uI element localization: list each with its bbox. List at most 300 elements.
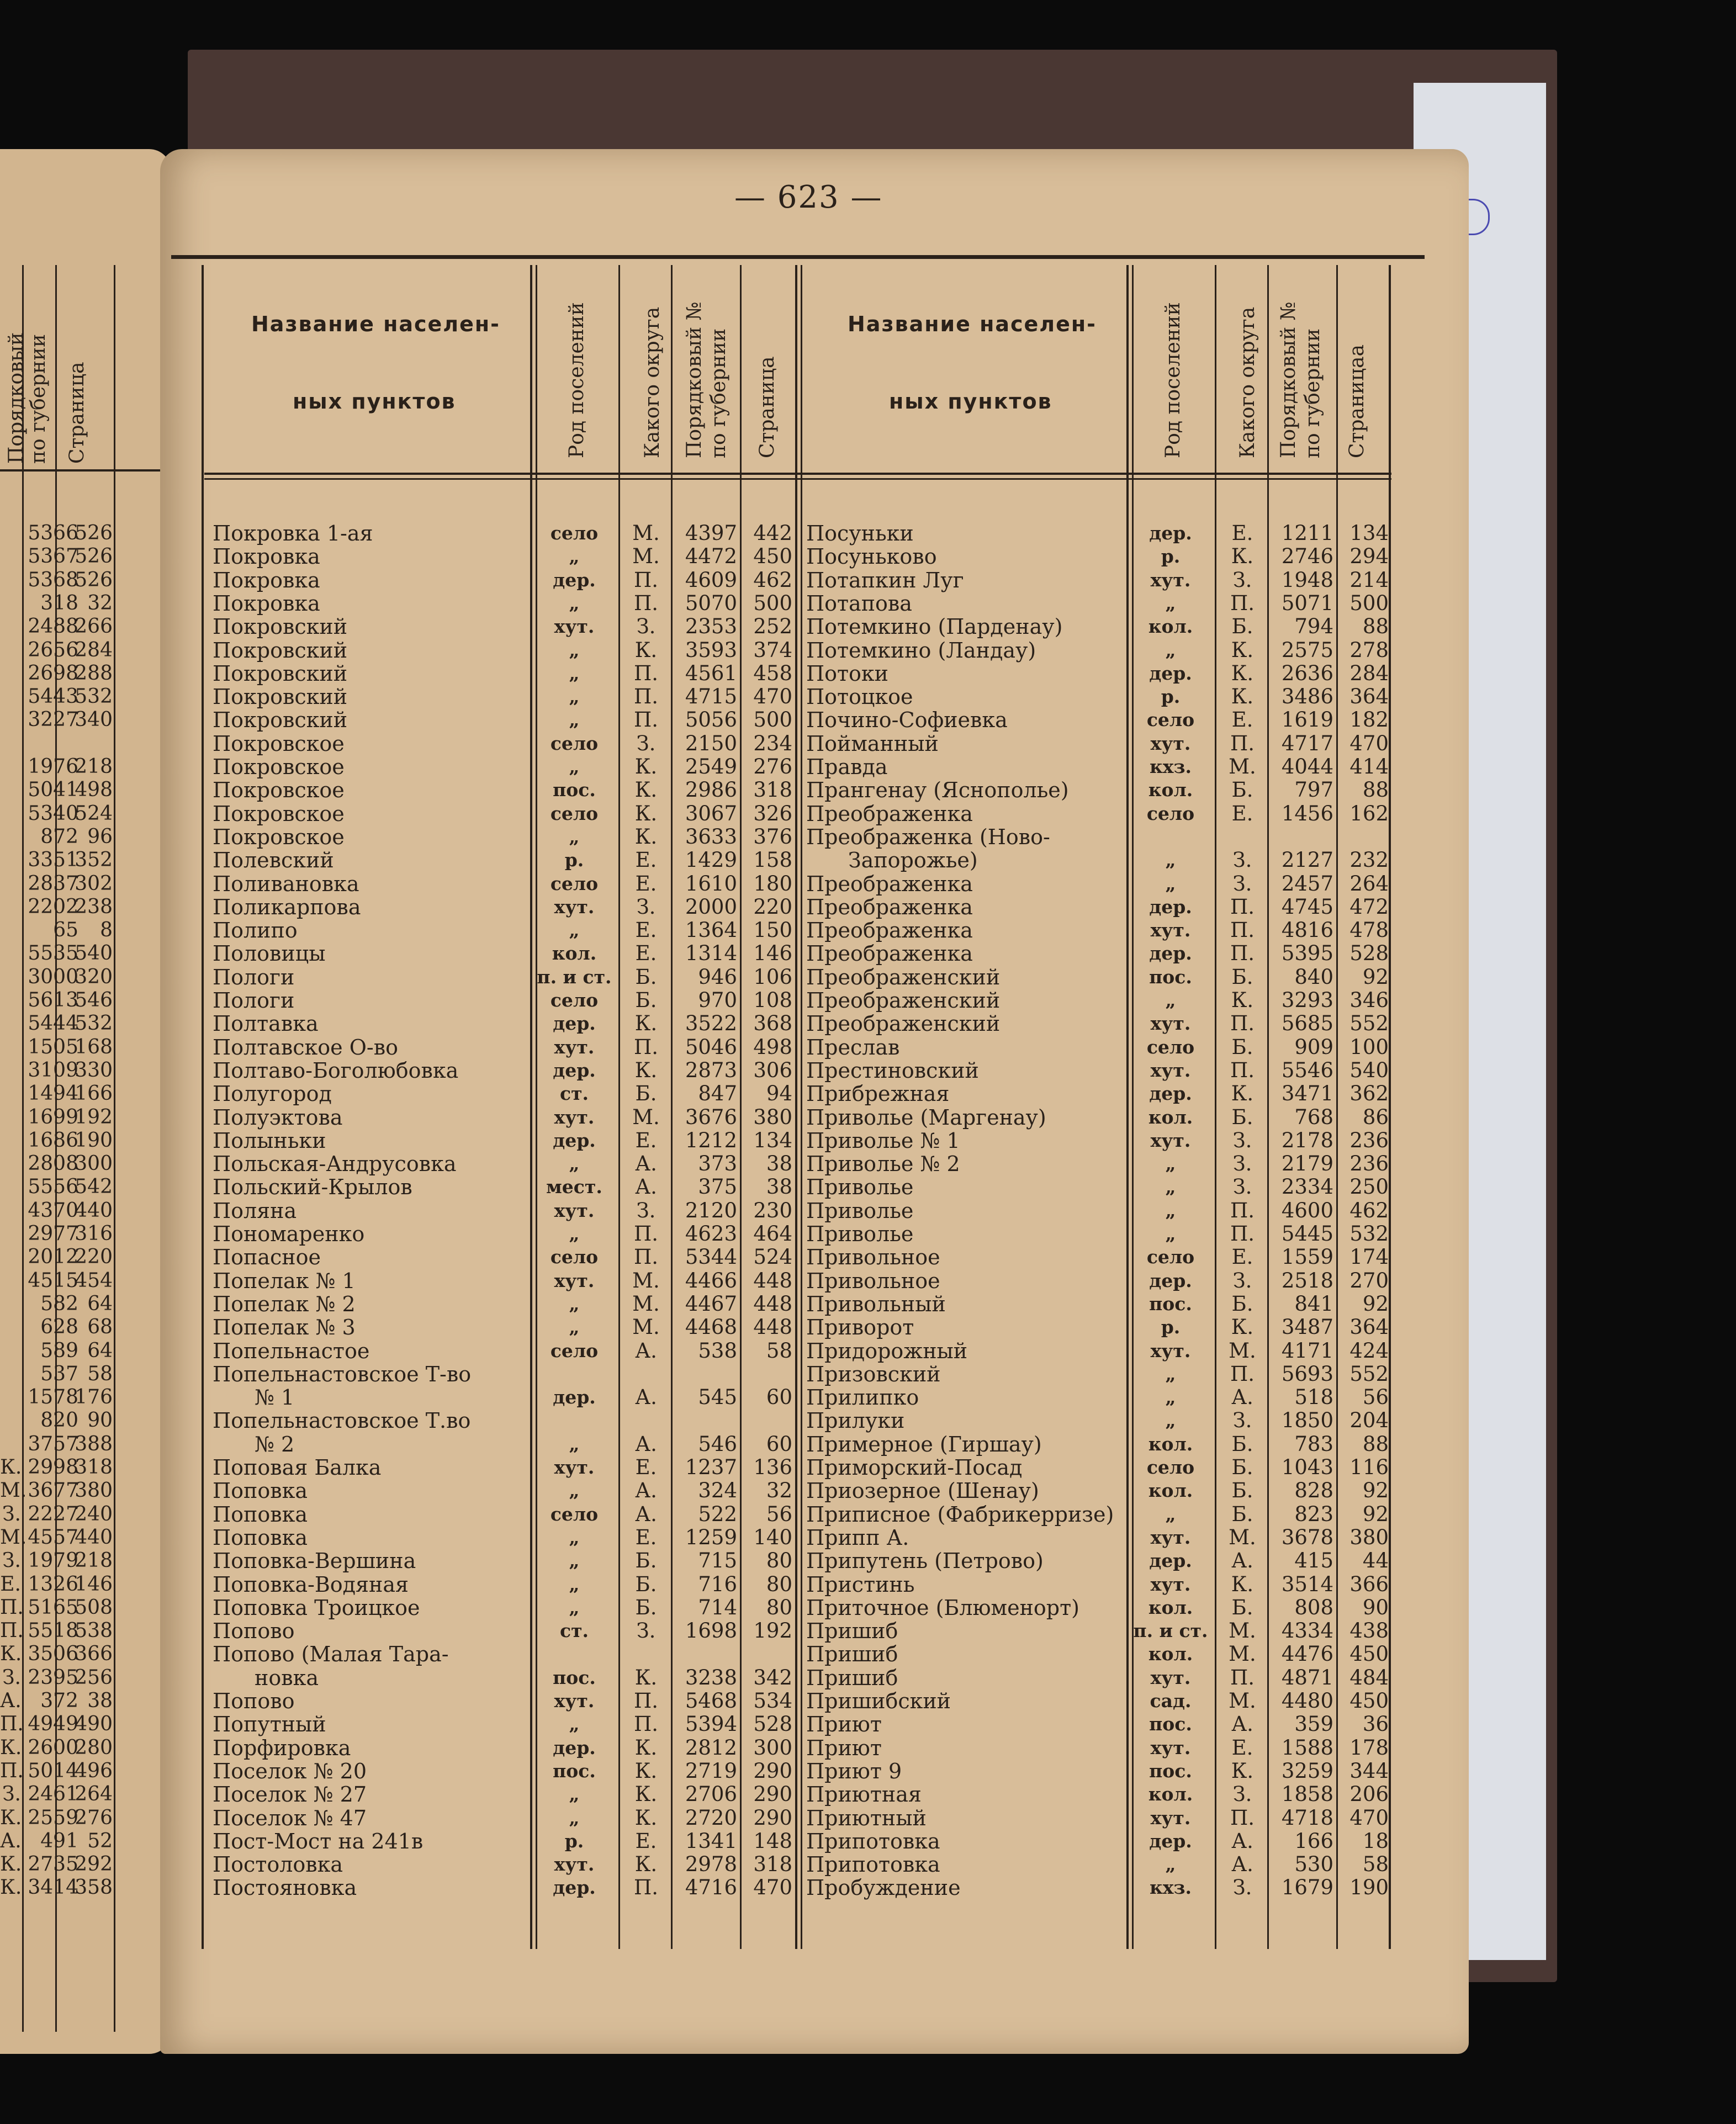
settlement-type: ст. bbox=[559, 1083, 589, 1105]
page-ref: 134 bbox=[753, 1128, 792, 1152]
order-number: 3293 bbox=[1281, 988, 1333, 1012]
district: П. bbox=[1230, 1058, 1255, 1082]
order-number: 716 bbox=[698, 1572, 737, 1596]
district: К. bbox=[1231, 1572, 1254, 1596]
page-ref: 300 bbox=[75, 1152, 113, 1175]
order-number: 2978 bbox=[685, 1852, 737, 1877]
district: М. bbox=[0, 1526, 27, 1549]
page-ref: 56 bbox=[766, 1502, 792, 1526]
place-name: Запорожье) bbox=[806, 848, 978, 873]
page-ref: 498 bbox=[753, 1035, 792, 1059]
order-number: 2518 bbox=[1281, 1268, 1333, 1293]
order-number: 3678 bbox=[1281, 1525, 1333, 1549]
district: З. bbox=[1232, 1175, 1252, 1199]
settlement-type: „ bbox=[569, 1713, 580, 1735]
settlement-type: „ bbox=[569, 592, 580, 614]
order-number: 1559 bbox=[1281, 1245, 1333, 1269]
place-name: Поселок № 27 bbox=[213, 1782, 367, 1807]
order-number: 5443 bbox=[28, 685, 78, 708]
page-ref: 326 bbox=[753, 801, 792, 825]
page-ref: 470 bbox=[753, 1876, 792, 1900]
district: З. bbox=[1232, 1876, 1252, 1900]
district: П. bbox=[1230, 1198, 1255, 1222]
district: Б. bbox=[1231, 778, 1253, 802]
place-name: Порфировка bbox=[213, 1735, 351, 1760]
settlement-type: кол. bbox=[1148, 1643, 1193, 1665]
order-number: 872 bbox=[40, 825, 78, 848]
place-name: Преображенка bbox=[806, 801, 973, 826]
place-name: Пробуждение bbox=[806, 1876, 961, 1900]
district: А. bbox=[1231, 1385, 1253, 1410]
order-number: 5468 bbox=[685, 1689, 737, 1713]
place-name: Попово bbox=[213, 1689, 295, 1713]
table-row bbox=[0, 1059, 1736, 1082]
order-number: 3471 bbox=[1281, 1082, 1333, 1106]
order-number: 794 bbox=[1294, 615, 1333, 639]
place-name: Припотовка bbox=[806, 1829, 940, 1853]
order-number: 1679 bbox=[1281, 1876, 1333, 1900]
page-ref: 306 bbox=[753, 1058, 792, 1082]
place-name: Половицы bbox=[213, 941, 326, 966]
order-number: 628 bbox=[40, 1316, 78, 1339]
district: Е. bbox=[635, 871, 657, 896]
settlement-type: „ bbox=[569, 686, 580, 708]
page-ref: 264 bbox=[75, 1783, 113, 1806]
order-number: 3677 bbox=[28, 1479, 78, 1502]
settlement-type: „ bbox=[569, 1596, 580, 1618]
district: К. bbox=[634, 1665, 658, 1689]
place-name: Привольное bbox=[806, 1245, 940, 1270]
district: Б. bbox=[635, 1082, 657, 1106]
settlement-type: кхз. bbox=[1149, 756, 1192, 777]
page-ref: 500 bbox=[753, 708, 792, 732]
order-number: 359 bbox=[1294, 1712, 1333, 1736]
page-ref: 374 bbox=[753, 638, 792, 662]
settlement-type: „ bbox=[1165, 1410, 1176, 1432]
order-number: 5344 bbox=[685, 1245, 737, 1269]
district: К. bbox=[0, 1876, 22, 1899]
header-order-line2-right: по губернии bbox=[1301, 328, 1324, 458]
order-number: 5535 bbox=[28, 942, 78, 965]
settlement-type: кол. bbox=[1148, 1433, 1193, 1455]
table-row bbox=[0, 1409, 1736, 1432]
settlement-type: дер. bbox=[553, 1013, 596, 1035]
order-number: 1341 bbox=[685, 1829, 737, 1853]
page-ref: 136 bbox=[753, 1455, 792, 1479]
page-ref: 462 bbox=[753, 568, 792, 592]
page-ref: 496 bbox=[75, 1759, 113, 1782]
place-name: Пришибский bbox=[806, 1689, 951, 1713]
page-ref: 380 bbox=[1349, 1525, 1389, 1549]
district: З. bbox=[2, 1783, 21, 1806]
district: К. bbox=[1231, 544, 1254, 569]
order-number: 1699 bbox=[28, 1105, 78, 1129]
district: К. bbox=[634, 1782, 658, 1807]
page-ref: 32 bbox=[766, 1479, 792, 1503]
page-ref: 364 bbox=[1349, 1315, 1389, 1339]
order-number: 2150 bbox=[685, 731, 737, 755]
order-number: 840 bbox=[1294, 965, 1333, 989]
district: З. bbox=[636, 615, 656, 639]
settlement-type: „ bbox=[1165, 1853, 1176, 1876]
settlement-type: „ bbox=[569, 756, 580, 777]
table-row bbox=[0, 1479, 1736, 1502]
page-ref: 316 bbox=[75, 1222, 113, 1245]
settlement-type: „ bbox=[569, 1433, 580, 1455]
table-row bbox=[0, 896, 1736, 919]
table-row bbox=[0, 1736, 1736, 1760]
district: П. bbox=[633, 591, 659, 615]
place-name: Польская-Андрусовка bbox=[213, 1152, 457, 1177]
page-ref: 266 bbox=[75, 615, 113, 638]
place-name: Преслав bbox=[806, 1035, 900, 1060]
place-name: Поповка-Водяная bbox=[213, 1572, 409, 1597]
order-number: 375 bbox=[698, 1175, 737, 1199]
page-ref: 498 bbox=[75, 778, 113, 802]
page-ref: 206 bbox=[1349, 1782, 1389, 1807]
settlement-type: дер. bbox=[1149, 1269, 1192, 1291]
place-name: Поляна bbox=[213, 1198, 297, 1223]
settlement-type: хут. bbox=[1150, 1573, 1191, 1595]
settlement-type: „ bbox=[569, 545, 580, 568]
district: З. bbox=[636, 1619, 656, 1643]
order-number: 1212 bbox=[685, 1128, 737, 1152]
place-name: Пришиб bbox=[806, 1642, 898, 1667]
order-number: 2812 bbox=[685, 1735, 737, 1760]
settlement-type: мест. bbox=[546, 1176, 602, 1198]
district: Е. bbox=[1231, 1735, 1253, 1760]
order-number: 783 bbox=[1294, 1432, 1333, 1456]
district: З. bbox=[636, 731, 656, 755]
page-ref: 80 bbox=[766, 1549, 792, 1573]
page-ref: 290 bbox=[753, 1782, 792, 1807]
district: К. bbox=[634, 824, 658, 849]
page-ref: 528 bbox=[753, 1712, 792, 1736]
order-number: 2873 bbox=[685, 1058, 737, 1082]
settlement-type: пос. bbox=[1149, 966, 1192, 988]
settlement-type: „ bbox=[569, 1550, 580, 1572]
settlement-type: „ bbox=[569, 1526, 580, 1548]
place-name: Правда bbox=[806, 755, 888, 779]
page-ref: 300 bbox=[753, 1735, 792, 1760]
page-ref: 478 bbox=[1349, 918, 1389, 942]
page-ref: 552 bbox=[1349, 1011, 1389, 1036]
page-ref: 462 bbox=[1349, 1198, 1389, 1222]
order-number: 1686 bbox=[28, 1129, 78, 1152]
order-number: 4370 bbox=[28, 1199, 78, 1222]
district: Е. bbox=[1231, 1245, 1253, 1269]
order-number: 2488 bbox=[28, 615, 78, 638]
place-name: Пост-Мост на 241в bbox=[213, 1829, 424, 1853]
place-name: Поливановка bbox=[213, 871, 359, 896]
table-row bbox=[0, 802, 1736, 825]
settlement-type: „ bbox=[569, 639, 580, 661]
district: А. bbox=[635, 1338, 657, 1363]
settlement-type: „ bbox=[569, 1316, 580, 1338]
district: З. bbox=[1232, 1782, 1252, 1807]
place-name: Преображенский bbox=[806, 1011, 1001, 1036]
district: А. bbox=[635, 1152, 657, 1176]
table-row bbox=[0, 1106, 1736, 1129]
district: П. bbox=[633, 708, 659, 732]
order-number: 1619 bbox=[1281, 708, 1333, 732]
place-name: Полтавка bbox=[213, 1011, 319, 1036]
header-page-right: Страницаа bbox=[1346, 344, 1368, 458]
order-number: 3486 bbox=[1281, 685, 1333, 709]
table-row bbox=[0, 1129, 1736, 1152]
order-number: 5070 bbox=[685, 591, 737, 615]
order-number: 2178 bbox=[1281, 1128, 1333, 1152]
table-row bbox=[0, 1199, 1736, 1222]
table-row bbox=[0, 849, 1736, 872]
place-name: Пришиб bbox=[806, 1665, 898, 1690]
order-number: 4044 bbox=[1281, 755, 1333, 778]
page-ref: 140 bbox=[753, 1525, 792, 1549]
district: З. bbox=[2, 1502, 21, 1526]
page-ref: 290 bbox=[753, 1805, 792, 1830]
place-name: Потоки bbox=[806, 661, 888, 686]
settlement-type: хут. bbox=[554, 896, 595, 918]
settlement-type: дер. bbox=[553, 569, 596, 591]
table-row bbox=[0, 1549, 1736, 1572]
table-row bbox=[0, 942, 1736, 965]
page-ref: 368 bbox=[753, 1011, 792, 1036]
page-ref: 64 bbox=[87, 1292, 113, 1315]
settlement-type: село bbox=[1146, 1036, 1195, 1058]
header-type: Род поселений bbox=[565, 302, 588, 458]
table-row bbox=[0, 592, 1736, 615]
district: П. bbox=[0, 1619, 24, 1643]
district: К. bbox=[1231, 638, 1254, 662]
order-number: 2457 bbox=[1281, 871, 1333, 896]
district: Б. bbox=[1231, 1479, 1253, 1503]
order-number: 166 bbox=[1294, 1829, 1333, 1853]
order-number: 2000 bbox=[685, 894, 737, 919]
settlement-type: „ bbox=[1165, 1503, 1176, 1525]
page-ref: 342 bbox=[753, 1665, 792, 1689]
table-row bbox=[0, 1222, 1736, 1246]
order-number: 4609 bbox=[685, 568, 737, 592]
page-ref: 148 bbox=[753, 1829, 792, 1853]
place-name: Покровка bbox=[213, 568, 320, 592]
settlement-type: село bbox=[1146, 802, 1195, 824]
page-ref: 90 bbox=[87, 1409, 113, 1432]
table-row bbox=[0, 1596, 1736, 1619]
page-ref: 450 bbox=[753, 544, 792, 569]
page-ref: 230 bbox=[753, 1198, 792, 1222]
order-number: 3109 bbox=[28, 1058, 78, 1082]
district: З. bbox=[2, 1549, 21, 1572]
order-number: 2120 bbox=[685, 1198, 737, 1222]
district: З. bbox=[1232, 871, 1252, 896]
table-row bbox=[0, 522, 1736, 545]
district: П. bbox=[1230, 1011, 1255, 1036]
page-ref: 178 bbox=[1349, 1735, 1389, 1760]
order-number: 1578 bbox=[28, 1386, 78, 1409]
district: М. bbox=[1229, 1689, 1256, 1713]
order-number: 4466 bbox=[685, 1268, 737, 1293]
settlement-type: ст. bbox=[559, 1620, 589, 1642]
place-name: Покровское bbox=[213, 755, 345, 779]
order-number: 3757 bbox=[28, 1432, 78, 1455]
place-name: Постояновка bbox=[213, 1876, 357, 1900]
district: К. bbox=[634, 1011, 658, 1036]
order-number: 1979 bbox=[28, 1549, 78, 1572]
page-ref: 276 bbox=[75, 1806, 113, 1829]
page-ref: 64 bbox=[87, 1339, 113, 1362]
table-row bbox=[0, 708, 1736, 732]
order-number: 2746 bbox=[1281, 544, 1333, 569]
page-ref: 92 bbox=[1362, 1502, 1389, 1526]
table-row bbox=[0, 1853, 1736, 1876]
district: А. bbox=[0, 1829, 22, 1852]
page-ref: 190 bbox=[1349, 1876, 1389, 1900]
district: П. bbox=[0, 1713, 24, 1736]
district: З. bbox=[1232, 848, 1252, 872]
settlement-type: пос. bbox=[1149, 1713, 1192, 1735]
page-ref: 470 bbox=[753, 685, 792, 709]
place-name: Преображенка bbox=[806, 871, 973, 896]
place-name: Попельнастовское Т-во bbox=[213, 1362, 472, 1386]
order-number: 415 bbox=[1294, 1549, 1333, 1573]
page-ref: 458 bbox=[753, 661, 792, 685]
place-name: Полтаво-Боголюбовка bbox=[213, 1058, 459, 1083]
page-ref: 134 bbox=[1349, 521, 1389, 545]
page-ref: 294 bbox=[1349, 544, 1389, 569]
header-type-right: Род поселений bbox=[1162, 302, 1184, 458]
header-name-line1: Название населен- bbox=[251, 312, 500, 336]
table-row bbox=[0, 1713, 1736, 1736]
district: К. bbox=[0, 1456, 22, 1479]
district: К. bbox=[1231, 685, 1254, 709]
settlement-type: пос. bbox=[1149, 1293, 1192, 1315]
page-ref: 376 bbox=[753, 824, 792, 849]
order-number: 4745 bbox=[1281, 894, 1333, 919]
order-number: 5014 bbox=[28, 1759, 78, 1782]
place-name: Покровка bbox=[213, 591, 320, 616]
district: А. bbox=[635, 1432, 657, 1456]
page-ref: 540 bbox=[1349, 1058, 1389, 1082]
order-number: 2720 bbox=[685, 1805, 737, 1830]
place-name: Полугород bbox=[213, 1082, 332, 1106]
settlement-type: р. bbox=[1161, 686, 1181, 708]
settlement-type: „ bbox=[569, 919, 580, 941]
header-rule bbox=[171, 255, 1425, 259]
page-ref: 60 bbox=[766, 1385, 792, 1410]
district: Б. bbox=[1231, 965, 1253, 989]
settlement-type: хут. bbox=[1150, 1059, 1191, 1081]
page-ref: 94 bbox=[766, 1082, 792, 1106]
page-ref: 330 bbox=[75, 1058, 113, 1082]
settlement-type: „ bbox=[569, 825, 580, 848]
settlement-type: „ bbox=[1165, 1176, 1176, 1198]
district: М. bbox=[632, 1268, 660, 1293]
page-ref: 96 bbox=[87, 825, 113, 848]
table-row bbox=[0, 1689, 1736, 1713]
header-okrug-right: Какого округа bbox=[1236, 306, 1259, 458]
order-number: 5041 bbox=[28, 778, 78, 802]
order-number: 847 bbox=[698, 1082, 737, 1106]
settlement-type: пос. bbox=[1149, 1760, 1192, 1782]
page-ref: 524 bbox=[753, 1245, 792, 1269]
table-row bbox=[0, 1876, 1736, 1899]
order-number: 3238 bbox=[685, 1665, 737, 1689]
settlement-type: „ bbox=[569, 1783, 580, 1805]
district: Е. bbox=[635, 941, 657, 966]
place-name: Преображенский bbox=[806, 988, 1001, 1013]
table-row bbox=[0, 1293, 1736, 1316]
settlement-type: „ bbox=[1165, 592, 1176, 614]
settlement-type: хут. bbox=[1150, 732, 1191, 754]
place-name: Примерное (Гиршау) bbox=[806, 1432, 1042, 1456]
page-ref: 352 bbox=[75, 849, 113, 872]
place-name: Преображенский bbox=[806, 965, 1001, 989]
order-number: 1326 bbox=[28, 1572, 78, 1596]
place-name: Прилуки bbox=[806, 1408, 905, 1433]
settlement-type: пос. bbox=[553, 779, 596, 801]
page-ref: 526 bbox=[75, 568, 113, 591]
page-ref: 424 bbox=[1349, 1338, 1389, 1363]
settlement-type: село bbox=[550, 1339, 599, 1362]
page-ref: 220 bbox=[75, 1246, 113, 1269]
place-name: Польский-Крылов bbox=[213, 1175, 412, 1200]
order-number: 1858 bbox=[1281, 1782, 1333, 1807]
page-ref: 180 bbox=[753, 871, 792, 896]
place-name: Почино-Софиевка bbox=[806, 708, 1008, 733]
table-row bbox=[0, 1386, 1736, 1409]
settlement-type: хут. bbox=[1150, 919, 1191, 941]
settlement-type: село bbox=[550, 802, 599, 824]
place-name: Попелак № 1 bbox=[213, 1268, 356, 1293]
order-number: 3000 bbox=[28, 965, 78, 988]
page-ref: 146 bbox=[753, 941, 792, 966]
page-ref: 538 bbox=[75, 1619, 113, 1643]
district: З. bbox=[1232, 1408, 1252, 1433]
page-ref: 454 bbox=[75, 1269, 113, 1292]
district: П. bbox=[1230, 1362, 1255, 1386]
order-number: 2698 bbox=[28, 661, 78, 685]
order-number: 1494 bbox=[28, 1082, 78, 1105]
district: Е. bbox=[635, 1128, 657, 1152]
table-row bbox=[0, 1152, 1736, 1175]
place-name: Приютная bbox=[806, 1782, 922, 1807]
place-name: Поповка Троицкое bbox=[213, 1595, 420, 1620]
page-ref: 472 bbox=[1349, 894, 1389, 919]
district: Б. bbox=[635, 1572, 657, 1596]
district: Б. bbox=[1231, 615, 1253, 639]
order-number: 545 bbox=[698, 1385, 737, 1410]
place-name: Покровский bbox=[213, 708, 348, 733]
page-ref: 232 bbox=[1349, 848, 1389, 872]
settlement-type: хут. bbox=[554, 1456, 595, 1478]
place-name: Прангенау (Яснополье) bbox=[806, 778, 1069, 803]
place-name: Поповка bbox=[213, 1502, 308, 1527]
settlement-type: хут. bbox=[1150, 1339, 1191, 1362]
order-number: 3633 bbox=[685, 824, 737, 849]
order-number: 1948 bbox=[1281, 568, 1333, 592]
page-ref: 68 bbox=[87, 1316, 113, 1339]
order-number: 5613 bbox=[28, 989, 78, 1011]
page-ref: 442 bbox=[753, 521, 792, 545]
order-number: 4717 bbox=[1281, 731, 1333, 755]
place-name: Покровка 1-ая bbox=[213, 521, 373, 545]
page-ref: 484 bbox=[1349, 1665, 1389, 1689]
order-number: 715 bbox=[698, 1549, 737, 1573]
place-name: Потемкино (Ландау) bbox=[806, 638, 1036, 663]
page-ref: 470 bbox=[1349, 731, 1389, 755]
place-name: Поповка bbox=[213, 1525, 308, 1550]
page-ref: 380 bbox=[75, 1479, 113, 1502]
